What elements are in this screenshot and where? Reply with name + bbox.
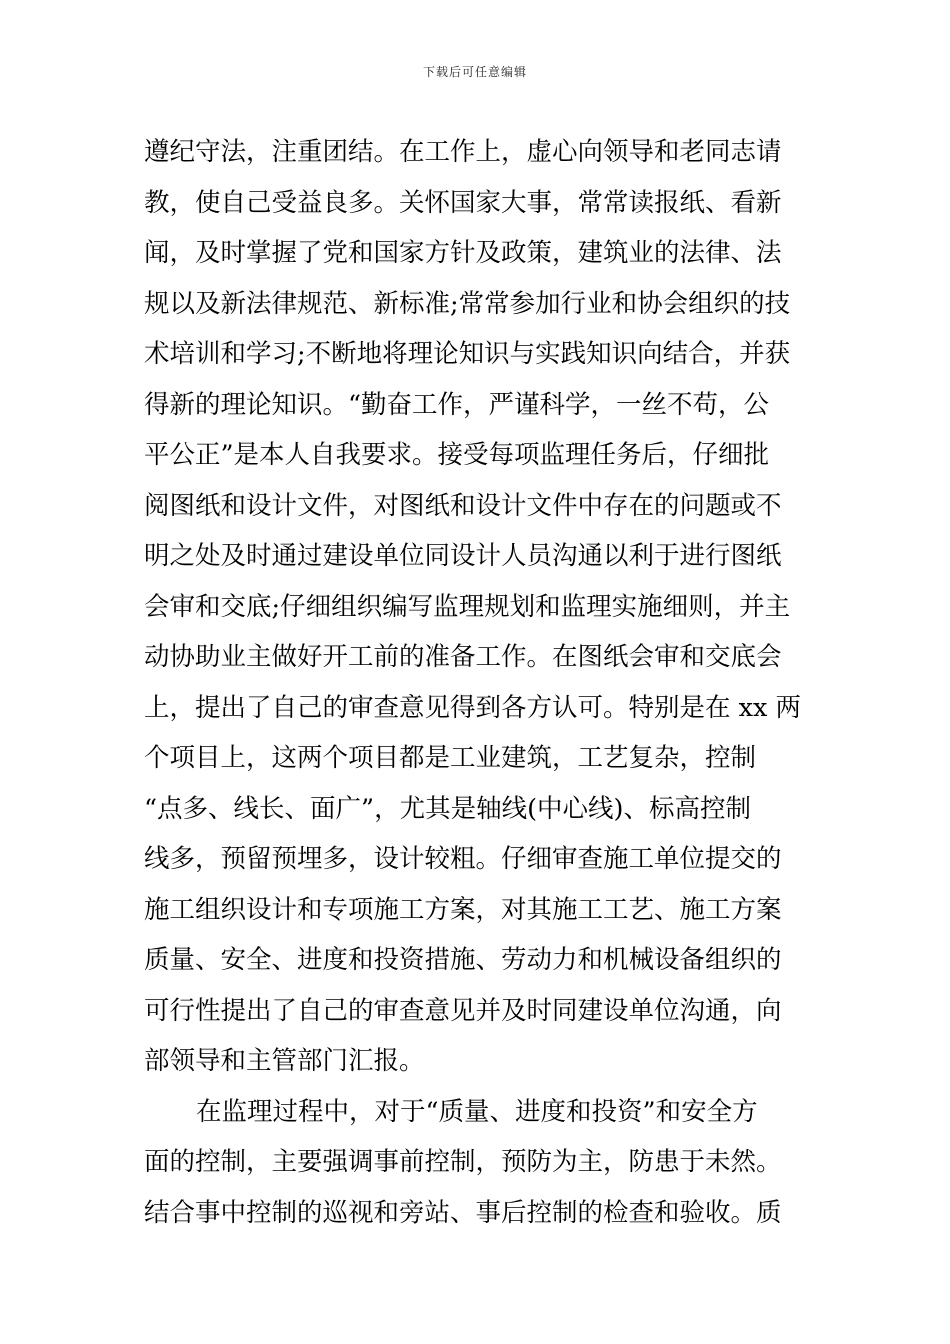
text-line: 上，提出了自己的审查意见得到各方认可。特别是在 xx 两: [144, 692, 801, 723]
paragraph-start-line: 在监理过程中，对于“质量、进度和投资”和安全方: [196, 1096, 758, 1127]
text-line: 可行性提出了自己的审查意见并及时同建设单位沟通，向: [144, 995, 782, 1026]
body-text: [144, 127, 814, 1238]
text-line: 部领导和主管部门汇报。: [144, 1046, 425, 1076]
text-line: 面的控制，主要强调事前控制，预防为主，防患于未然。: [144, 1147, 782, 1177]
page-header-note: 下载后可任意编辑: [422, 65, 527, 79]
text-line: 结合事中控制的巡视和旁站、事后控制的检查和验收。质: [144, 1197, 782, 1228]
text-line: 术培训和学习;不断地将理论知识与实践知识向结合，并获: [144, 339, 791, 369]
text-line: 会审和交底;仔细组织编写监理规划和监理实施细则，并主: [144, 591, 791, 622]
text-line: 个项目上，这两个项目都是工业建筑，工艺复杂，控制: [144, 743, 757, 773]
text-line: 平公正”是本人自我要求。接受每项监理任务后，仔细批: [144, 440, 770, 470]
text-line: 教，使自己受益良多。关怀国家大事，常常读报纸、看新: [144, 187, 782, 218]
text-line: 闻，及时掌握了党和国家方针及政策，建筑业的法律、法: [144, 238, 782, 268]
text-line: 明之处及时通过建设单位同设计人员沟通以利于进行图纸: [144, 541, 782, 571]
text-line: 施工组织设计和专项施工方案，对其施工工艺、施工方案: [144, 894, 782, 925]
text-line: 规以及新法律规范、新标准;常常参加行业和协会组织的技: [144, 288, 791, 319]
text-line: 得新的理论知识。“勤奋工作，严谨科学，一丝不苟，公: [144, 389, 770, 420]
text-line: 动协助业主做好开工前的准备工作。在图纸会审和交底会: [144, 642, 782, 672]
text-line: 线多，预留预埋多，设计较粗。仔细审查施工单位提交的: [144, 844, 782, 874]
text-line: 阅图纸和设计文件，对图纸和设计文件中存在的问题或不: [144, 490, 782, 521]
text-line: 质量、安全、进度和投资措施、劳动力和机械设备组织的: [144, 945, 782, 975]
text-line: “点多、线长、面广”，尤其是轴线(中心线)、标高控制: [144, 793, 751, 824]
text-line: 遵纪守法，注重团结。在工作上，虚心向领导和老同志请: [144, 137, 782, 167]
